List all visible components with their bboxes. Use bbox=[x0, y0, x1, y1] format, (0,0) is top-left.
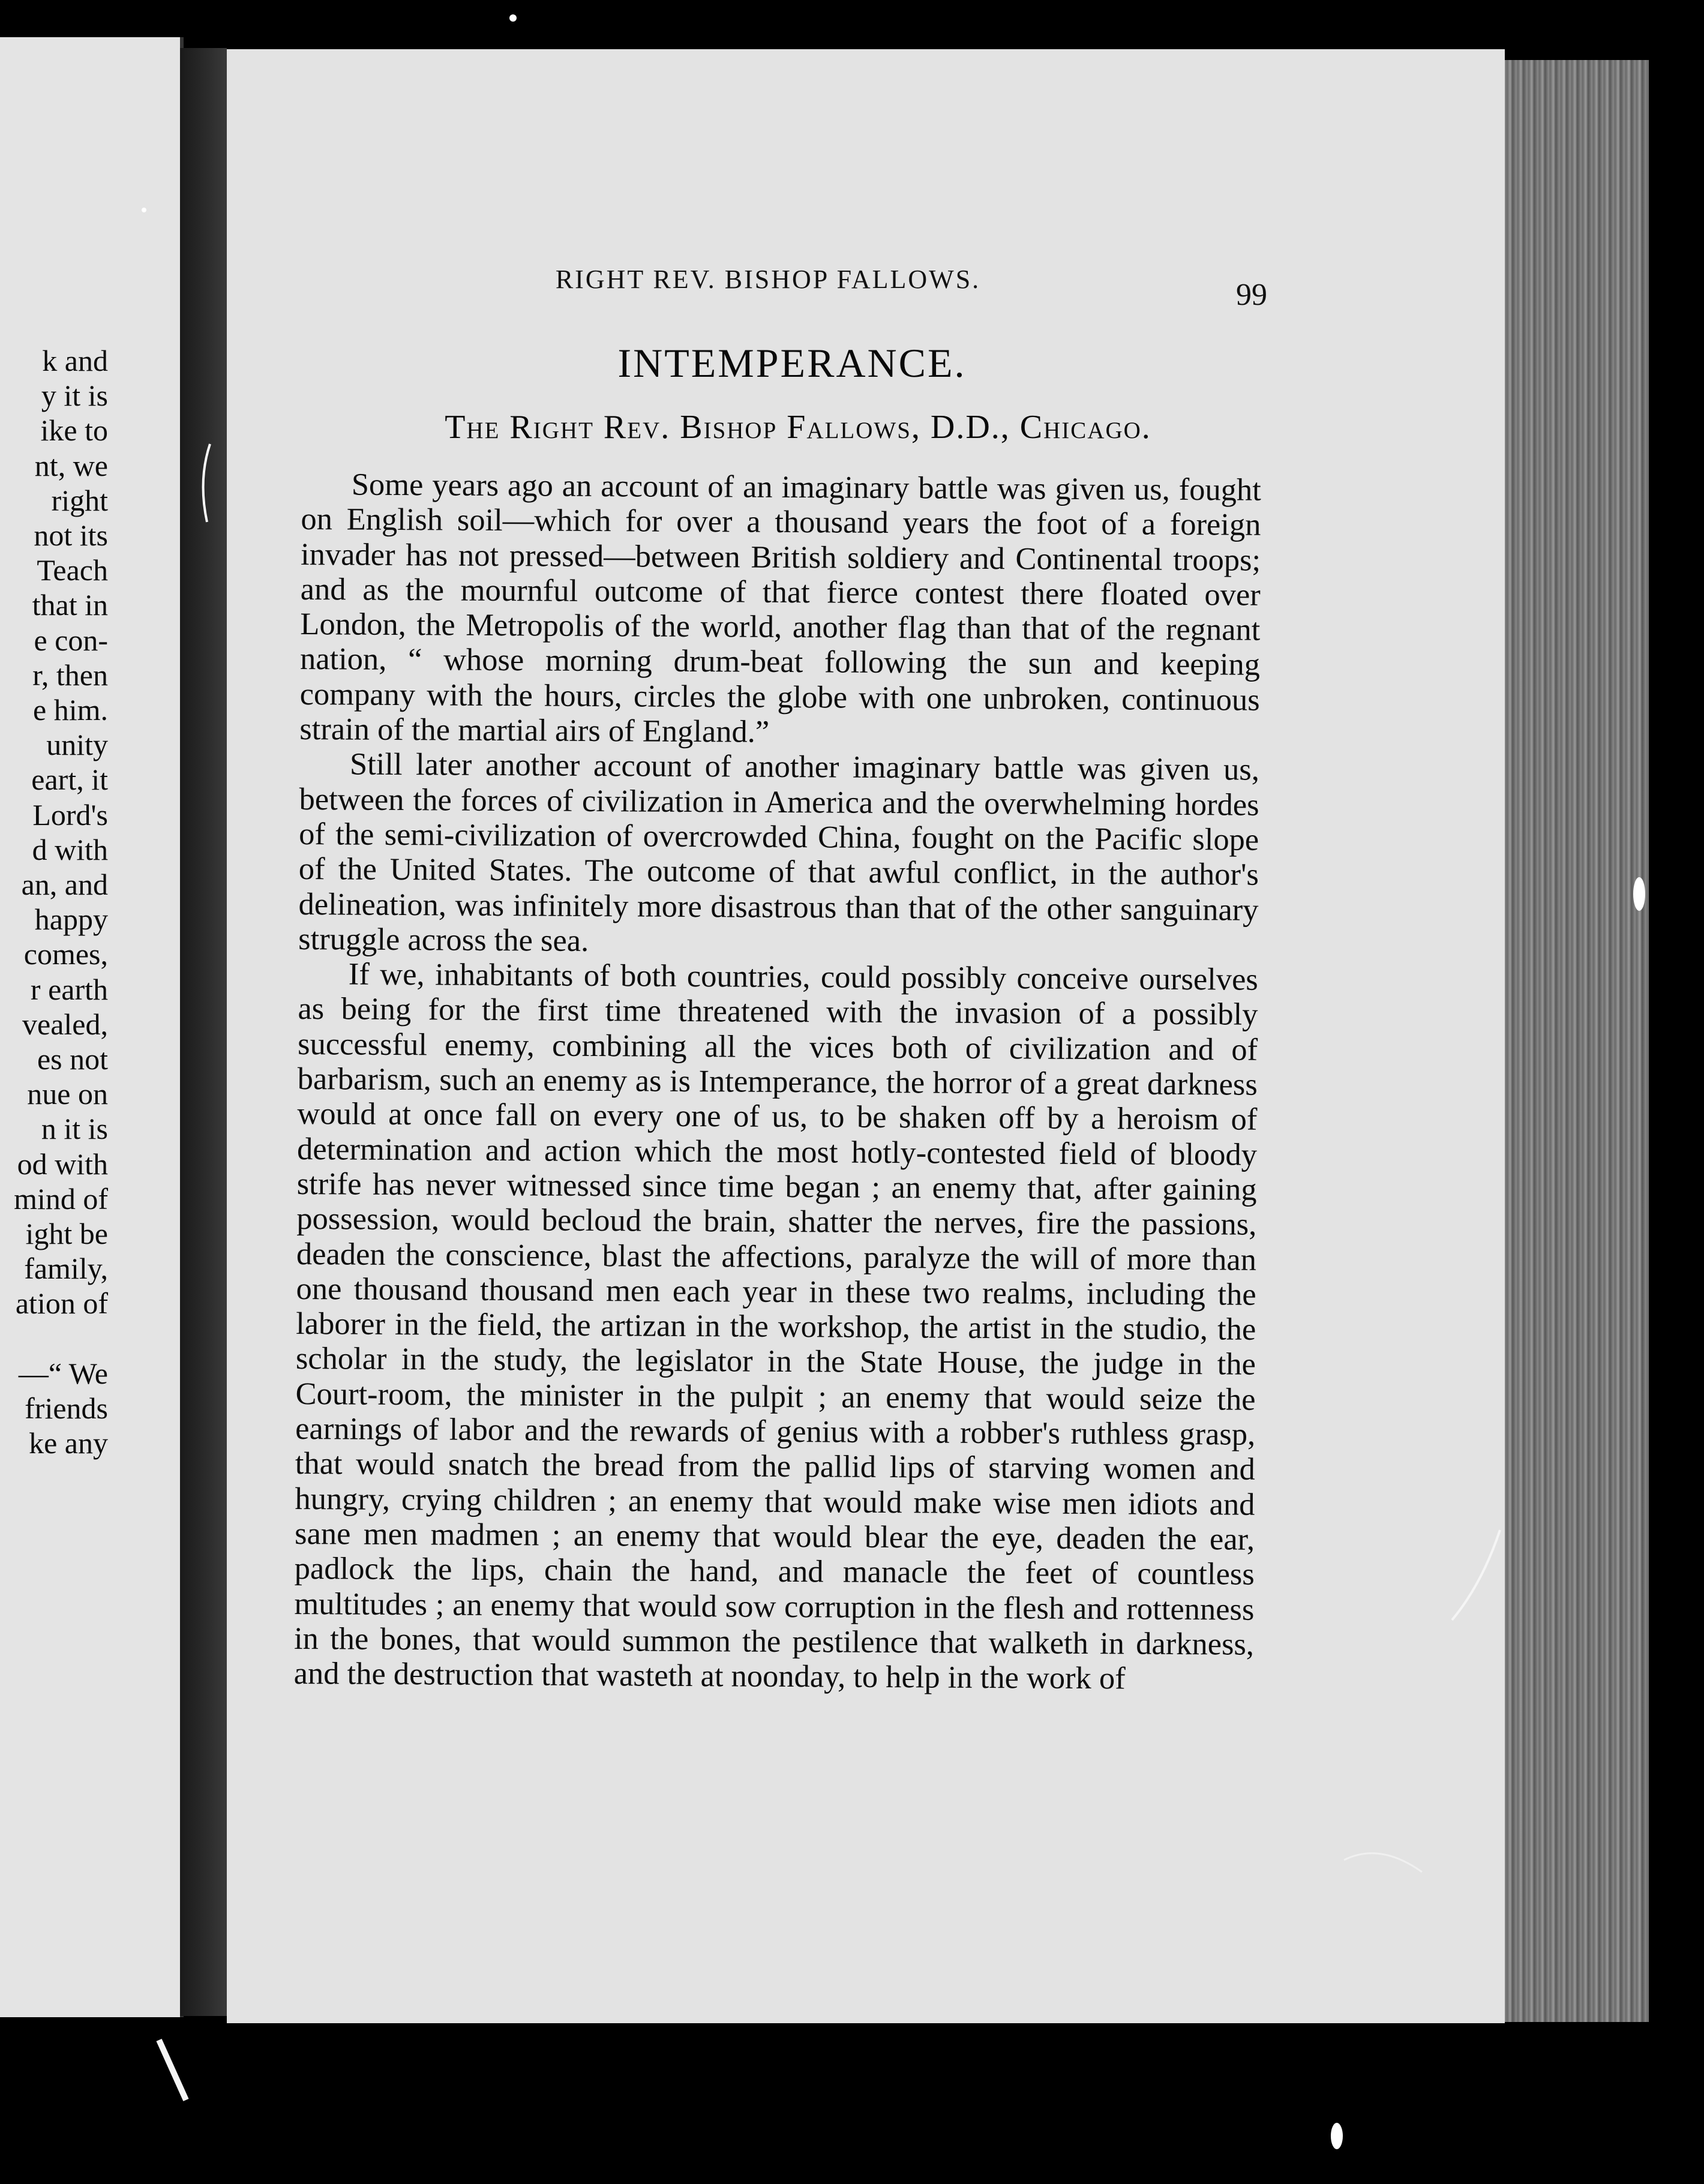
left-page-line: vealed, bbox=[22, 1007, 108, 1041]
paragraph: Some years ago an account of an imaginary battle was given us, fought on English soil—which for over a thousand years the foot of a foreign invader has not pressed—between British soldiery and Continental troops; and as the mournful outcome of that fierce contest there floated over London, the Metropolis of the world, another flag than that of the regnant nation, “ whose morning drum-beat following the sun and keeping company with the hours, circles the globe with one unbroken, continuous strain of the martial airs of England.” bbox=[299, 467, 1261, 749]
left-page-gap bbox=[0, 1321, 108, 1356]
left-page-line: ation of bbox=[15, 1286, 108, 1321]
left-page-line: y it is bbox=[41, 379, 108, 413]
body-text bbox=[294, 467, 1261, 1697]
left-page-line: eart, it bbox=[31, 763, 108, 797]
left-page-line: happy bbox=[34, 902, 108, 937]
left-page-line: d with bbox=[32, 832, 108, 866]
left-page-line: not its bbox=[34, 518, 108, 553]
left-page-line: Lord's bbox=[32, 797, 108, 832]
left-page-line: nt, we bbox=[34, 448, 108, 482]
left-page-line: unity bbox=[46, 728, 108, 762]
page-edges bbox=[1505, 60, 1649, 2022]
left-page-line: family, bbox=[24, 1252, 108, 1286]
chapter-title: INTEMPERANCE. bbox=[617, 340, 967, 386]
left-page-line: ike to bbox=[40, 413, 108, 448]
left-page-line: right bbox=[51, 483, 108, 517]
byline: The Right Rev. Bishop Fallows, D.D., Chicago. bbox=[445, 409, 1151, 446]
left-page-line: ke any bbox=[29, 1426, 108, 1460]
page-number: 99 bbox=[1236, 278, 1267, 312]
left-page-line: od with bbox=[17, 1147, 108, 1181]
left-page-line: k and bbox=[42, 344, 108, 377]
left-page-text bbox=[0, 343, 108, 1460]
left-page-line: friends bbox=[25, 1391, 108, 1425]
left-page-line: r, then bbox=[32, 658, 108, 692]
left-page-line: ight be bbox=[25, 1217, 108, 1251]
left-page-line: n it is bbox=[41, 1112, 108, 1146]
left-page-line: comes, bbox=[23, 937, 108, 971]
left-page-line: Teach bbox=[37, 553, 108, 587]
left-page-line: —“ We bbox=[18, 1356, 108, 1390]
left-page-line: nue on bbox=[27, 1077, 108, 1111]
left-page-line: that in bbox=[32, 588, 108, 622]
left-page-line: mind of bbox=[14, 1181, 108, 1216]
paragraph: Still later another account of another imaginary battle was given us, between the forces of civilization in America and the overwhelming hordes of the semi-civilization of overcrowded China, fought on the Pacific slope of the United States. The outcome of that awful conflict, in the author's delineation, was infinitely more disastrous than that of the other sanguinary struggle across the sea. bbox=[298, 746, 1260, 958]
left-page-line: an, and bbox=[21, 868, 108, 902]
left-page-fragment bbox=[0, 37, 184, 2017]
book-gutter bbox=[180, 48, 227, 2016]
left-page-line: r earth bbox=[30, 972, 108, 1006]
paragraph: If we, inhabitants of both countries, could possibly conceive ourselves as being for the first time threatened with the invasion of a possibly successful enemy, combining all the vices both of civilization and of barbarism, such an enemy as is Intemperance, the horror of a great darkness would at once fall on every one of us, to be shaken off by a heroism of determination and action which the most hotly-contested field of bloody strife has never witnessed since time began ; an enemy that, after gaining possession, would becloud the brain, shatter the nerves, fire the passions, deaden the conscience, blast the affections, paralyze the will of more than one thousand thousand men each year in these two realms, including the laborer in the field, the artizan in the workshop, the artist in the studio, the scholar in the study, the legislator in the State House, the judge in the Court-room, the minister in the pulpit ; an enemy that would seize the earnings of labor and the rewards of genius with a robber's ruthless grasp, that would snatch the bread from the pallid lips of starving women and hungry, crying children ; an enemy that would make wise men idiots and sane men madmen ; an enemy that would blear the eye, deaden the ear, padlock the lips, chain the hand, and manacle the feet of countless multitudes ; an enemy that would sow corruption in the flesh and rottenness in the bones, that would summon the pestilence that walketh in darkness, and the destruction that wasteth at noonday, to help in the work of bbox=[293, 956, 1258, 1696]
running-head: RIGHT REV. BISHOP FALLOWS. bbox=[555, 265, 981, 294]
left-page-line: e him. bbox=[33, 693, 108, 727]
left-page-line: e con- bbox=[34, 623, 108, 657]
left-page-line: es not bbox=[37, 1042, 108, 1076]
